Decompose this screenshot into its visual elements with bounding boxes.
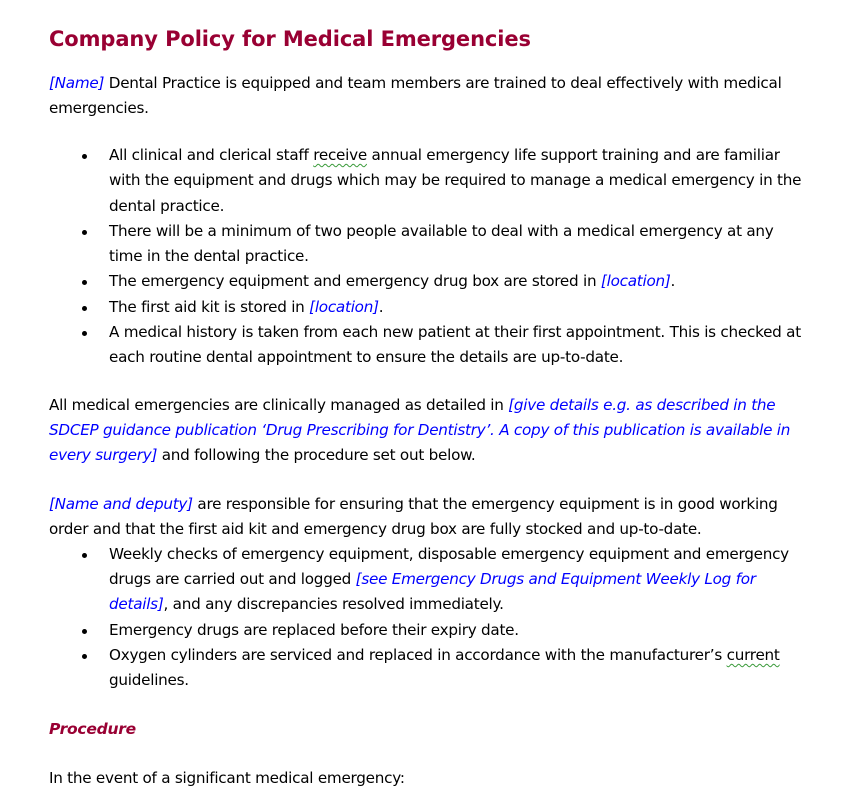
list-item: A medical history is taken from each new patient at their first appointment. This is checked at each routine dental appointment to ensure the details are up-to-date. <box>49 320 804 371</box>
list-item: Weekly checks of emergency equipment, disposable emergency equipment and emergency drugs are carried out and logged [see Emergency Drugs and Equipment Weekly Log for details], and any discrepancies resolved immediately. <box>49 542 804 618</box>
list-item: Emergency drugs are replaced before their expiry date. <box>49 618 804 643</box>
procedure-intro: In the event of a significant medical emergency: <box>49 769 405 788</box>
spellcheck-word[interactable]: receive <box>313 146 367 164</box>
list-item: There will be a minimum of two people available to deal with a medical emergency at any time in the dental practice. <box>49 219 804 270</box>
procedure-heading: Procedure <box>49 720 136 739</box>
document-title: Company Policy for Medical Emergencies <box>49 27 531 51</box>
checks-list <box>49 542 804 694</box>
placeholder-name[interactable]: [Name] <box>49 74 105 92</box>
list-item: All clinical and clerical staff receive annual emergency life support training and are familiar with the equipment and drugs which may be required to manage a medical emergency in the dental practice. <box>49 143 804 219</box>
list-item: The first aid kit is stored in [location]. <box>49 295 804 320</box>
staff-list <box>49 143 804 371</box>
responsibility-paragraph: [Name and deputy] are responsible for ensuring that the emergency equipment is in good working order and that the first aid kit and emergency drug box are fully stocked and up-to-date. <box>49 494 778 538</box>
placeholder-weekly-log[interactable]: [see Emergency Drugs and Equipment Weekly Log for details] <box>109 569 756 614</box>
management-paragraph: All medical emergencies are clinically managed as detailed in [give details e.g. as described in the SDCEP guidance publication ‘Drug Prescribing for Dentistry’. A copy of this publication is available in every surgery] and following the procedure set out below. <box>49 395 791 464</box>
spellcheck-word[interactable]: current <box>726 645 780 664</box>
list-item: The emergency equipment and emergency drug box are stored in [location]. <box>49 269 804 294</box>
placeholder-location[interactable]: [location] <box>600 272 671 291</box>
intro-paragraph: [Name] Dental Practice is equipped and team members are trained to deal effectively with medical emergencies. <box>49 74 782 117</box>
placeholder-location[interactable]: [location] <box>309 297 379 316</box>
placeholder-name-deputy[interactable]: [Name and deputy] <box>49 494 193 513</box>
list-item: Oxygen cylinders are serviced and replaced in accordance with the manufacturer’s current guidelines. <box>49 643 804 694</box>
placeholder-guidance[interactable]: [give details e.g. as described in the SDCEP guidance publication ‘Drug Prescribing for Dentistry’. A copy of this publication is available in every surgery] <box>49 395 791 464</box>
